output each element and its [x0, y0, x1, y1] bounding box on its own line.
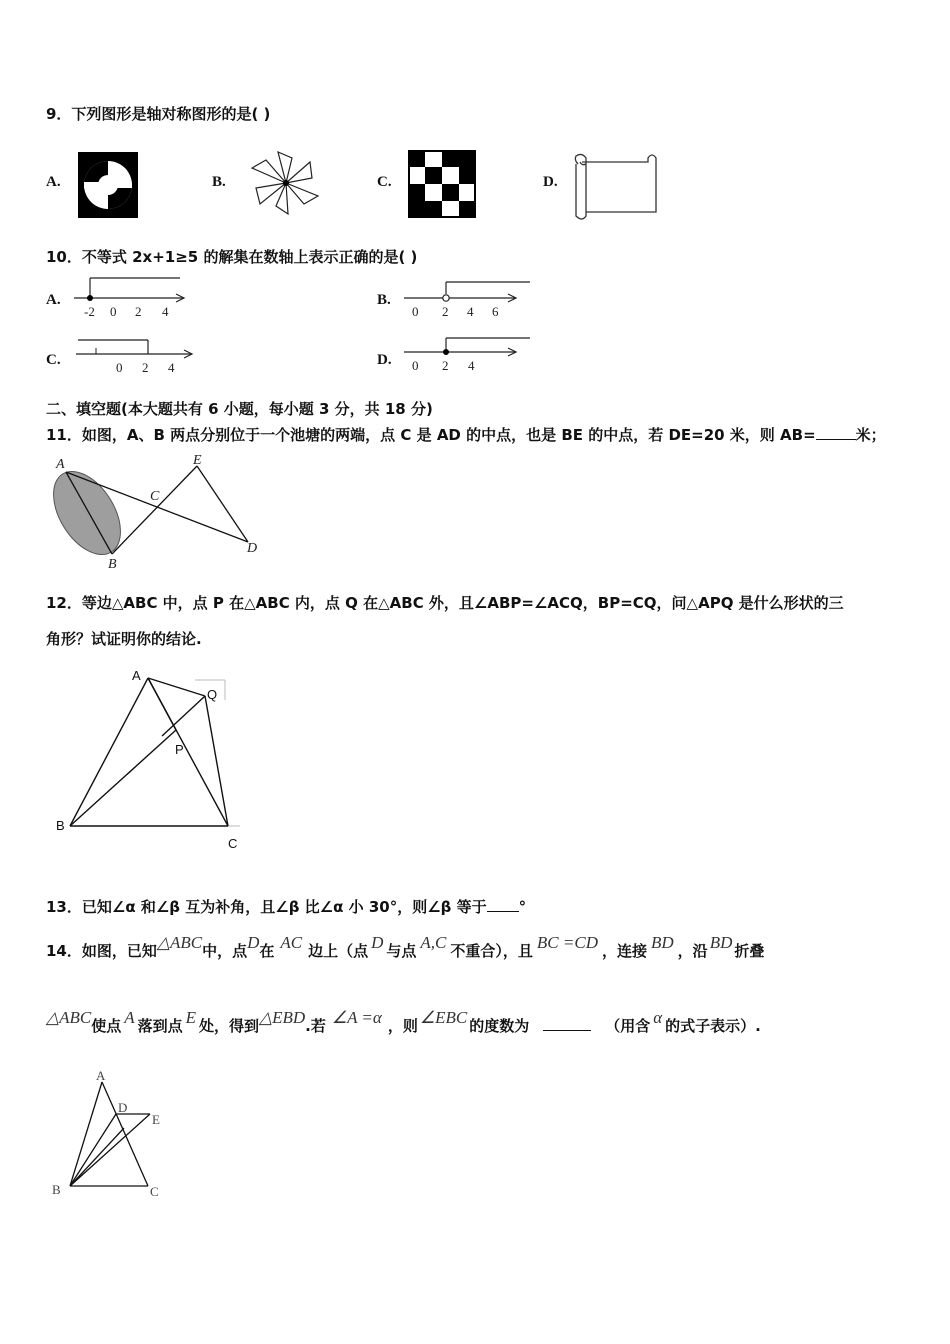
q14-l1-text-c: 在	[259, 942, 275, 960]
q10-d-tick-3: 4	[468, 358, 475, 373]
q14-l1-math-d2: D	[371, 933, 384, 952]
q10-a-tick-1: -2	[84, 304, 95, 319]
q14-l1-text-e: 与点	[386, 942, 417, 960]
q9-stem: 9．下列图形是轴对称图形的是( )	[46, 105, 271, 123]
q14-label-b: B	[52, 1182, 61, 1197]
q14-l1-math-bd: BD	[651, 933, 674, 952]
q14-l2-text-g: （用含	[605, 1017, 651, 1035]
q11-stem-line	[46, 424, 886, 445]
q10-option-c-numberline	[74, 338, 198, 378]
q14-l1-text-d: 边上（点	[308, 942, 369, 960]
q14-l2-math-abc: △ABC	[46, 1008, 92, 1027]
q12-label-q: Q	[207, 687, 218, 702]
q9-option-d-label: D.	[543, 174, 558, 190]
q10-c-tick-3: 4	[168, 360, 175, 375]
q14-l1-math-bd2: BD	[709, 933, 733, 952]
q10-b-tick-3: 4	[467, 304, 474, 319]
q14-l2-text-b: 落到点	[137, 1017, 183, 1035]
q11-label-d: D	[247, 541, 258, 556]
q9-option-b-label: B.	[212, 174, 226, 190]
q14-l2-math-ebc: ∠EBC	[419, 1008, 468, 1027]
q10-c-tick-2: 2	[142, 360, 149, 375]
q14-figure	[44, 1066, 174, 1206]
q14-l1-math-bccd: BC =CD	[536, 933, 598, 952]
q11-label-b: B	[108, 557, 117, 572]
q10-option-a-label: A.	[46, 292, 61, 308]
q9-option-a-label: A.	[46, 174, 61, 190]
q14-l2-text-a: 使点	[91, 1017, 122, 1035]
section-2-title: 二、填空题(本大题共有 6 小题，每小题 3 分，共 18 分)	[46, 400, 433, 418]
q10-b-tick-4: 6	[492, 304, 499, 319]
q14-label-a: A	[96, 1068, 106, 1083]
q11-label-a: A	[56, 457, 65, 472]
q11-label-c: C	[150, 489, 160, 504]
q14-label-d: D	[118, 1100, 128, 1115]
q14-l2-math-angle-a: ∠A =α	[331, 1008, 382, 1027]
q14-label-e: E	[152, 1112, 160, 1127]
q14-l2-text-d: .若	[305, 1017, 326, 1035]
q14-l1-math-d: D	[247, 933, 260, 952]
q12-stem-line2: 角形？试证明你的结论.	[46, 630, 202, 648]
q14-l1-math-abc: △ABC	[156, 933, 203, 952]
q12-label-b: B	[56, 818, 65, 833]
q14-l2-math-ebd: △EBD	[259, 1008, 306, 1027]
q10-b-tick-2: 2	[442, 304, 449, 319]
q10-option-d-numberline	[402, 336, 532, 378]
q10-option-a-numberline	[72, 276, 192, 320]
q14-stem-line2	[46, 1008, 761, 1036]
q14-l2-text-h: 的式子表示）.	[665, 1017, 761, 1035]
q9-option-d-figure	[572, 150, 660, 222]
q14-label-c: C	[150, 1184, 159, 1199]
q11-stem-tail: 米；	[855, 426, 886, 444]
q14-answer-blank[interactable]	[543, 1016, 591, 1031]
q14-l2-math-a: A	[124, 1008, 135, 1027]
q10-option-b-label: B.	[377, 292, 391, 308]
q9-option-a-figure	[78, 152, 138, 218]
q10-c-tick-1: 0	[116, 360, 123, 375]
q14-l2-math-e: E	[185, 1008, 196, 1027]
q14-l1-math-ac: AC	[280, 933, 303, 952]
q11-label-e: E	[193, 453, 202, 468]
q14-stem-line1	[46, 933, 765, 961]
q9-option-c-label: C.	[377, 174, 392, 190]
q10-option-d-label: D.	[377, 352, 392, 368]
q12-label-a: A	[132, 668, 141, 683]
q10-b-tick-1: 0	[412, 304, 419, 319]
q10-option-b-numberline	[402, 280, 532, 322]
q14-l1-math-ac2: A,C	[420, 933, 447, 952]
q10-d-tick-2: 2	[442, 358, 449, 373]
q12-label-c: C	[228, 836, 238, 851]
q13-stem-tail: °	[518, 898, 527, 916]
q11-answer-blank[interactable]	[816, 425, 856, 440]
q10-stem: 10．不等式 2x+1≥5 的解集在数轴上表示正确的是( )	[46, 248, 418, 266]
q14-l2-text-f: 的度数为	[469, 1017, 530, 1035]
q11-stem: 11．如图，A、B 两点分别位于一个池塘的两端，点 C 是 AD 的中点，也是 BE 的中点，若 DE=20 米，则 AB=	[46, 426, 816, 444]
q13-answer-blank[interactable]	[487, 897, 519, 912]
q9-option-c-figure	[408, 150, 476, 218]
q12-label-p: P	[175, 742, 184, 757]
q14-l2-text-e: ，则	[387, 1017, 418, 1035]
q14-l1-text-f: 不重合），且	[450, 942, 533, 960]
q14-l1-text-g: ，连接	[601, 942, 647, 960]
q9-option-b-figure	[248, 148, 324, 218]
q10-a-tick-4: 4	[162, 304, 169, 319]
q14-l2-math-alpha: α	[653, 1008, 663, 1027]
q14-l1-text-b: 中，点	[202, 942, 248, 960]
q14-l1-text-a: 14．如图，已知	[46, 942, 157, 960]
q13-stem: 13．已知∠α 和∠β 互为补角，且∠β 比∠α 小 30°，则∠β 等于	[46, 898, 487, 916]
q10-a-tick-2: 0	[110, 304, 117, 319]
q14-l1-text-i: 折叠	[734, 942, 765, 960]
q14-l2-text-c: 处，得到	[199, 1017, 260, 1035]
q12-figure	[50, 660, 250, 855]
q10-option-c-label: C.	[46, 352, 61, 368]
q10-d-tick-1: 0	[412, 358, 419, 373]
q10-a-tick-3: 2	[135, 304, 142, 319]
q14-l1-text-h: ，沿	[677, 942, 708, 960]
q13-stem-line	[46, 896, 526, 917]
q12-stem-line1: 12．等边△ABC 中，点 P 在△ABC 内，点 Q 在△ABC 外，且∠ABP=∠ACQ，BP=CQ，问△APQ 是什么形状的三	[46, 594, 844, 612]
q11-figure	[42, 448, 272, 573]
